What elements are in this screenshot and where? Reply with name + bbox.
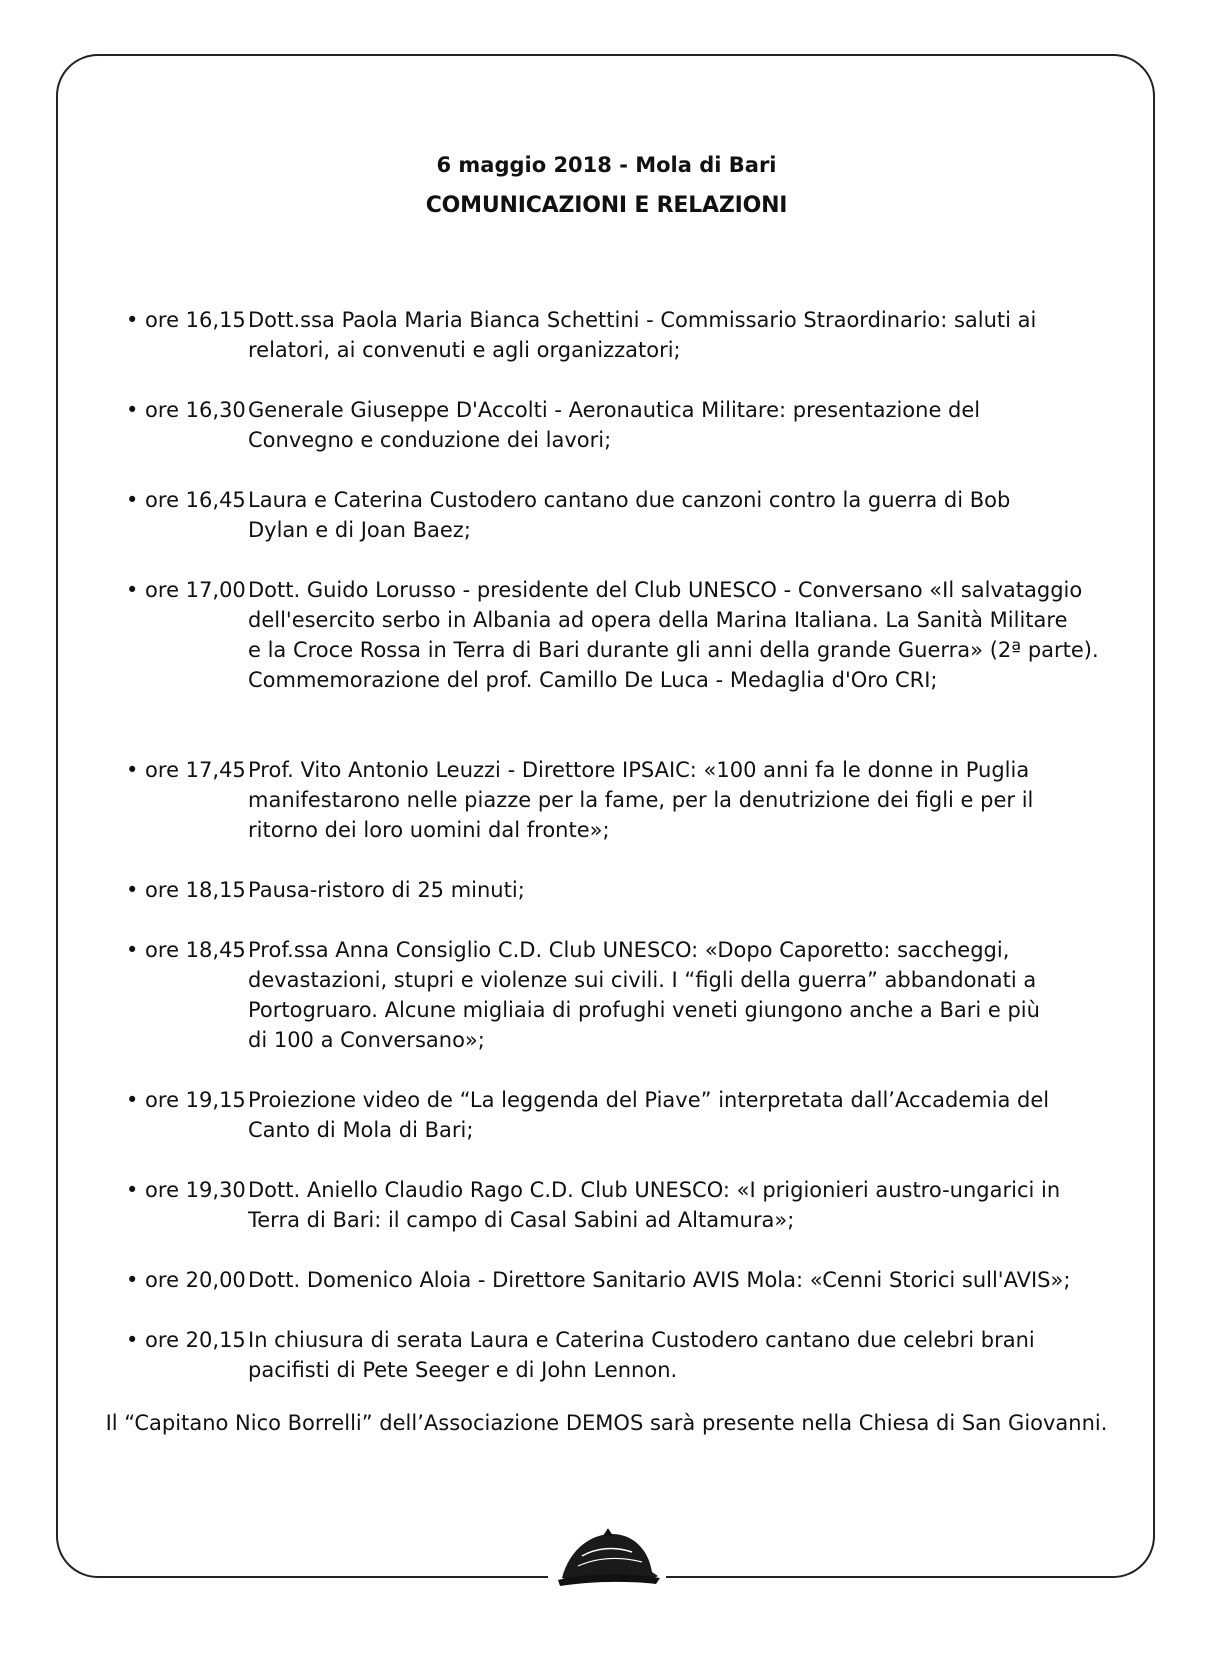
schedule-description: Laura e Caterina Custodero cantano due canzoni contro la guerra di Bob Dylan e di Joan Baez; bbox=[248, 488, 1011, 542]
schedule-item bbox=[126, 485, 1116, 545]
schedule-item bbox=[126, 575, 1116, 695]
schedule-time: • ore 17,00 bbox=[126, 578, 246, 602]
schedule-time: • ore 19,15 bbox=[126, 1088, 246, 1112]
footer-note: Il “Capitano Nico Borrelli” dell’Associazione DEMOS sarà presente nella Chiesa di San Giovanni. bbox=[105, 1411, 1108, 1435]
schedule-description: Proiezione video de “La leggenda del Piave” interpretata dall’Accademia del Canto di Mola di Bari; bbox=[248, 1088, 1050, 1142]
schedule-item bbox=[126, 395, 1116, 455]
schedule-time: • ore 16,15 bbox=[126, 308, 246, 332]
program-schedule bbox=[126, 305, 1116, 1385]
schedule-description: In chiusura di serata Laura e Caterina Custodero cantano due celebri brani pacifisti di Pete Seeger e di John Lennon. bbox=[248, 1328, 1035, 1382]
schedule-item bbox=[126, 875, 1116, 905]
schedule-item bbox=[126, 1325, 1116, 1385]
schedule-description: Prof.ssa Anna Consiglio C.D. Club UNESCO: «Dopo Caporetto: saccheggi, devastazioni, stupri e violenze sui civili. I “figli della guerra” abbandonati a Portogruaro. Alcune migliaia di profughi veneti giungono anche a Bari e più di 100 a Conversano»; bbox=[248, 938, 1040, 1052]
schedule-description: Dott. Aniello Claudio Rago C.D. Club UNESCO: «I prigionieri austro-ungarici in Terra di Bari: il campo di Casal Sabini ad Altamura»; bbox=[248, 1178, 1061, 1232]
date-place-heading: 6 maggio 2018 - Mola di Bari bbox=[436, 153, 777, 177]
schedule-description: Dott. Domenico Aloia - Direttore Sanitario AVIS Mola: «Cenni Storici sull'AVIS»; bbox=[248, 1268, 1071, 1292]
schedule-time: • ore 20,00 bbox=[126, 1268, 246, 1292]
helmet-icon bbox=[552, 1526, 664, 1588]
schedule-item bbox=[126, 305, 1116, 365]
schedule-time: • ore 17,45 bbox=[126, 758, 246, 782]
schedule-time: • ore 20,15 bbox=[126, 1328, 246, 1352]
schedule-item bbox=[126, 1085, 1116, 1145]
schedule-item bbox=[126, 1175, 1116, 1235]
schedule-item bbox=[126, 935, 1116, 1055]
schedule-time: • ore 18,45 bbox=[126, 938, 246, 962]
schedule-description: Prof. Vito Antonio Leuzzi - Direttore IPSAIC: «100 anni fa le donne in Puglia manifestarono nelle piazze per la fame, per la denutrizione dei figli e per il ritorno dei loro uomini dal fronte»; bbox=[248, 758, 1034, 842]
schedule-item bbox=[126, 755, 1116, 845]
schedule-description: Dott. Guido Lorusso - presidente del Club UNESCO - Conversano «Il salvataggio dell'esercito serbo in Albania ad opera della Marina Italiana. La Sanità Militare e la Croce Rossa in Terra di Bari durante gli anni della grande Guerra» (2ª parte). Commemorazione del prof. Camillo De Luca - Medaglia d'Oro CRI; bbox=[248, 578, 1099, 692]
schedule-item bbox=[126, 1265, 1116, 1295]
schedule-time: • ore 16,45 bbox=[126, 488, 246, 512]
schedule-description: Generale Giuseppe D'Accolti - Aeronautica Militare: presentazione del Convegno e conduzione dei lavori; bbox=[248, 398, 981, 452]
schedule-description: Pausa-ristoro di 25 minuti; bbox=[248, 878, 525, 902]
schedule-description: Dott.ssa Paola Maria Bianca Schettini - Commissario Straordinario: saluti ai relatori, ai convenuti e agli organizzatori; bbox=[248, 308, 1037, 362]
schedule-time: • ore 16,30 bbox=[126, 398, 246, 422]
page-title: COMUNICAZIONI E RELAZIONI bbox=[425, 193, 788, 218]
schedule-time: • ore 19,30 bbox=[126, 1178, 246, 1202]
schedule-time: • ore 18,15 bbox=[126, 878, 246, 902]
